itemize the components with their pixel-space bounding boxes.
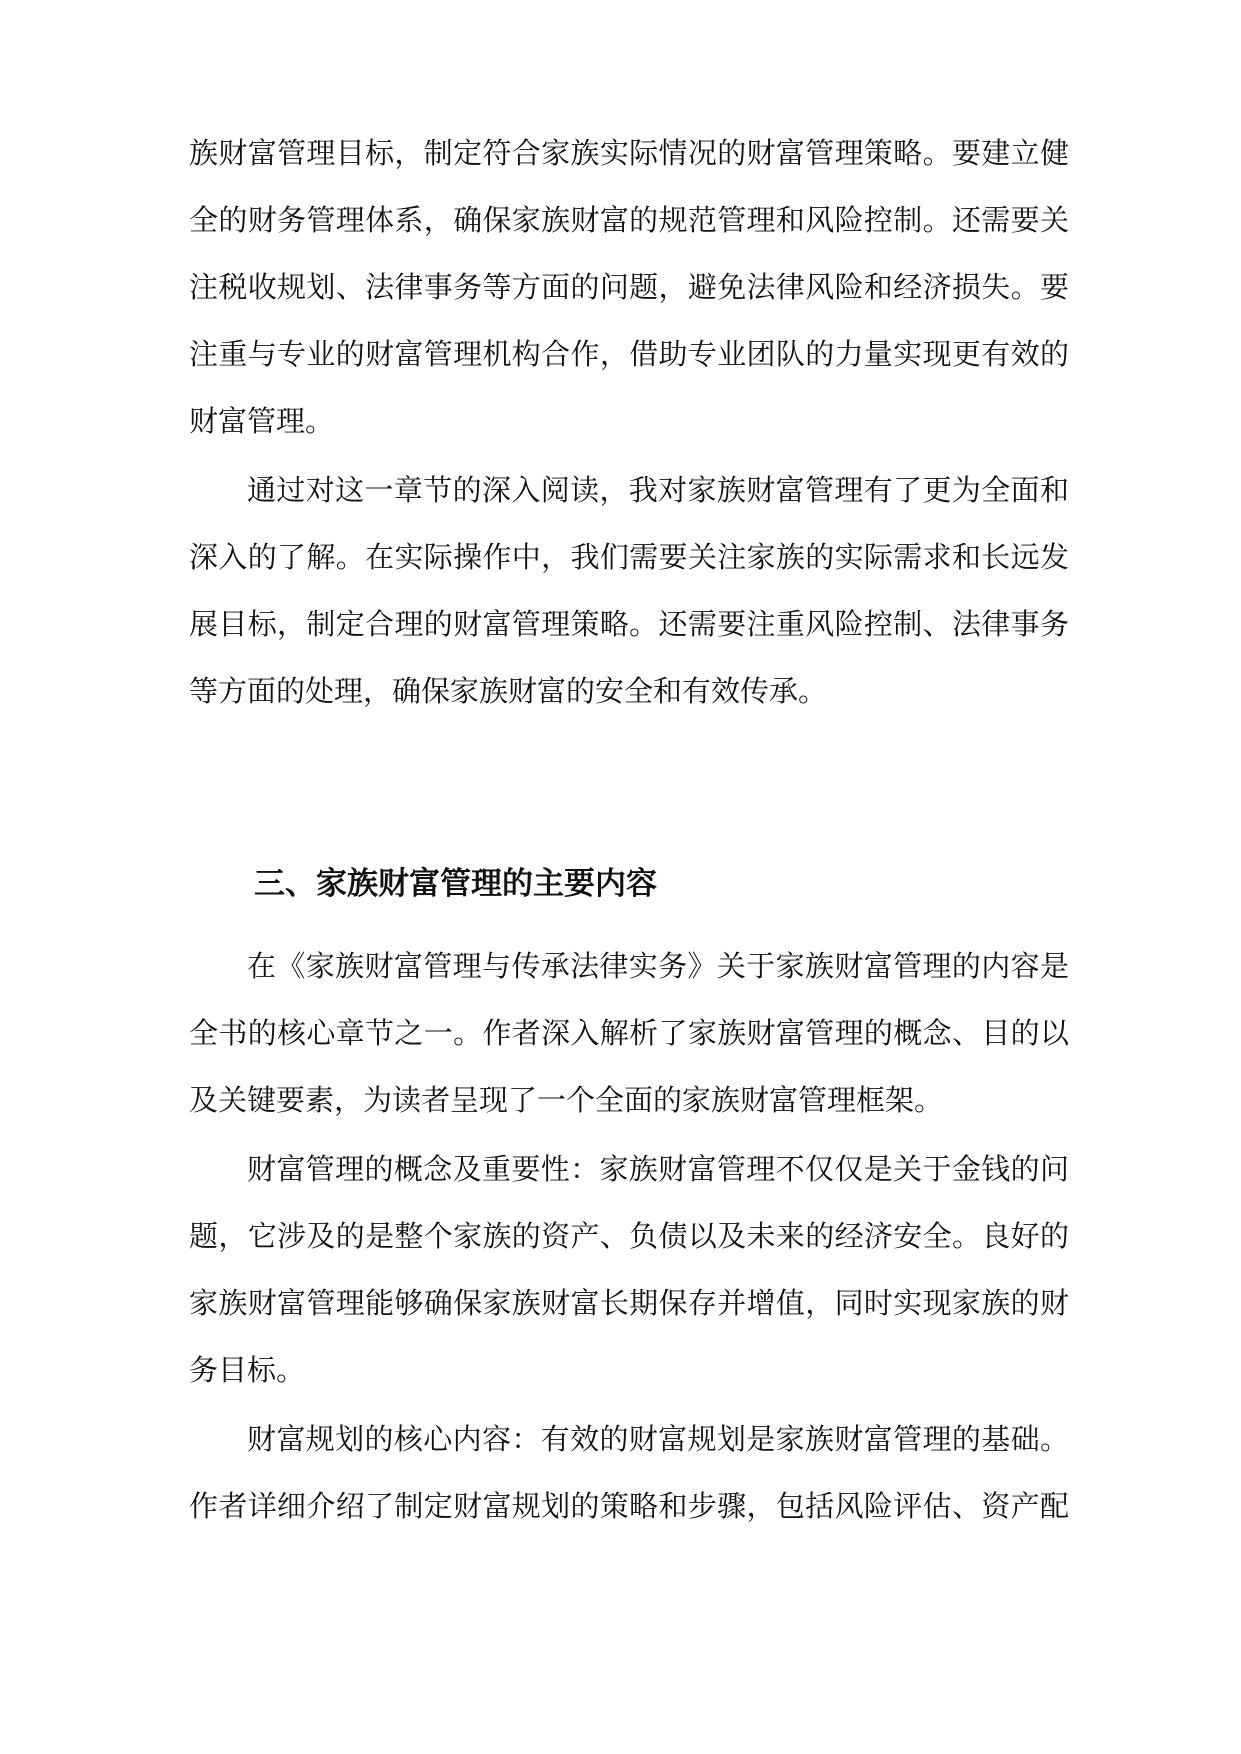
paragraph-line: 注税收规划、法律事务等方面的问题，避免法律风险和经济损失。要 <box>189 270 1069 304</box>
paragraph-line: 全书的核心章节之一。作者深入解析了家族财富管理的概念、目的以 <box>189 1016 1069 1050</box>
paragraph-line: 财富管理。 <box>189 404 335 438</box>
paragraph-line: 及关键要素，为读者呈现了一个全面的家族财富管理框架。 <box>189 1083 944 1117</box>
paragraph-line: 在《家族财富管理与传承法律实务》关于家族财富管理的内容是 <box>247 949 1069 983</box>
paragraph-line: 财富管理的概念及重要性：家族财富管理不仅仅是关于金钱的问 <box>247 1152 1069 1186</box>
paragraph-line: 财富规划的核心内容：有效的财富规划是家族财富管理的基础。 <box>247 1422 1069 1456</box>
paragraph-line: 族财富管理目标，制定符合家族实际情况的财富管理策略。要建立健 <box>189 136 1069 170</box>
paragraph-line: 全的财务管理体系，确保家族财富的规范管理和风险控制。还需要关 <box>189 203 1069 237</box>
paragraph-line: 深入的了解。在实际操作中，我们需要关注家族的实际需求和长远发 <box>189 540 1069 574</box>
paragraph-line: 通过对这一章节的深入阅读，我对家族财富管理有了更为全面和 <box>247 473 1069 507</box>
paragraph-line: 作者详细介绍了制定财富规划的策略和步骤，包括风险评估、资产配 <box>189 1489 1069 1523</box>
paragraph-line: 家族财富管理能够确保家族财富长期保存并增值，同时实现家族的财 <box>189 1286 1069 1320</box>
paragraph-line: 展目标，制定合理的财富管理策略。还需要注重风险控制、法律事务 <box>189 607 1069 641</box>
paragraph-line: 务目标。 <box>189 1353 306 1387</box>
paragraph-line: 注重与专业的财富管理机构合作，借助专业团队的力量实现更有效的 <box>189 337 1069 371</box>
paragraph-line: 等方面的处理，确保家族财富的安全和有效传承。 <box>189 674 828 708</box>
paragraph-line: 题，它涉及的是整个家族的资产、负债以及未来的经济安全。良好的 <box>189 1219 1069 1253</box>
section-heading: 三、家族财富管理的主要内容 <box>254 866 657 902</box>
